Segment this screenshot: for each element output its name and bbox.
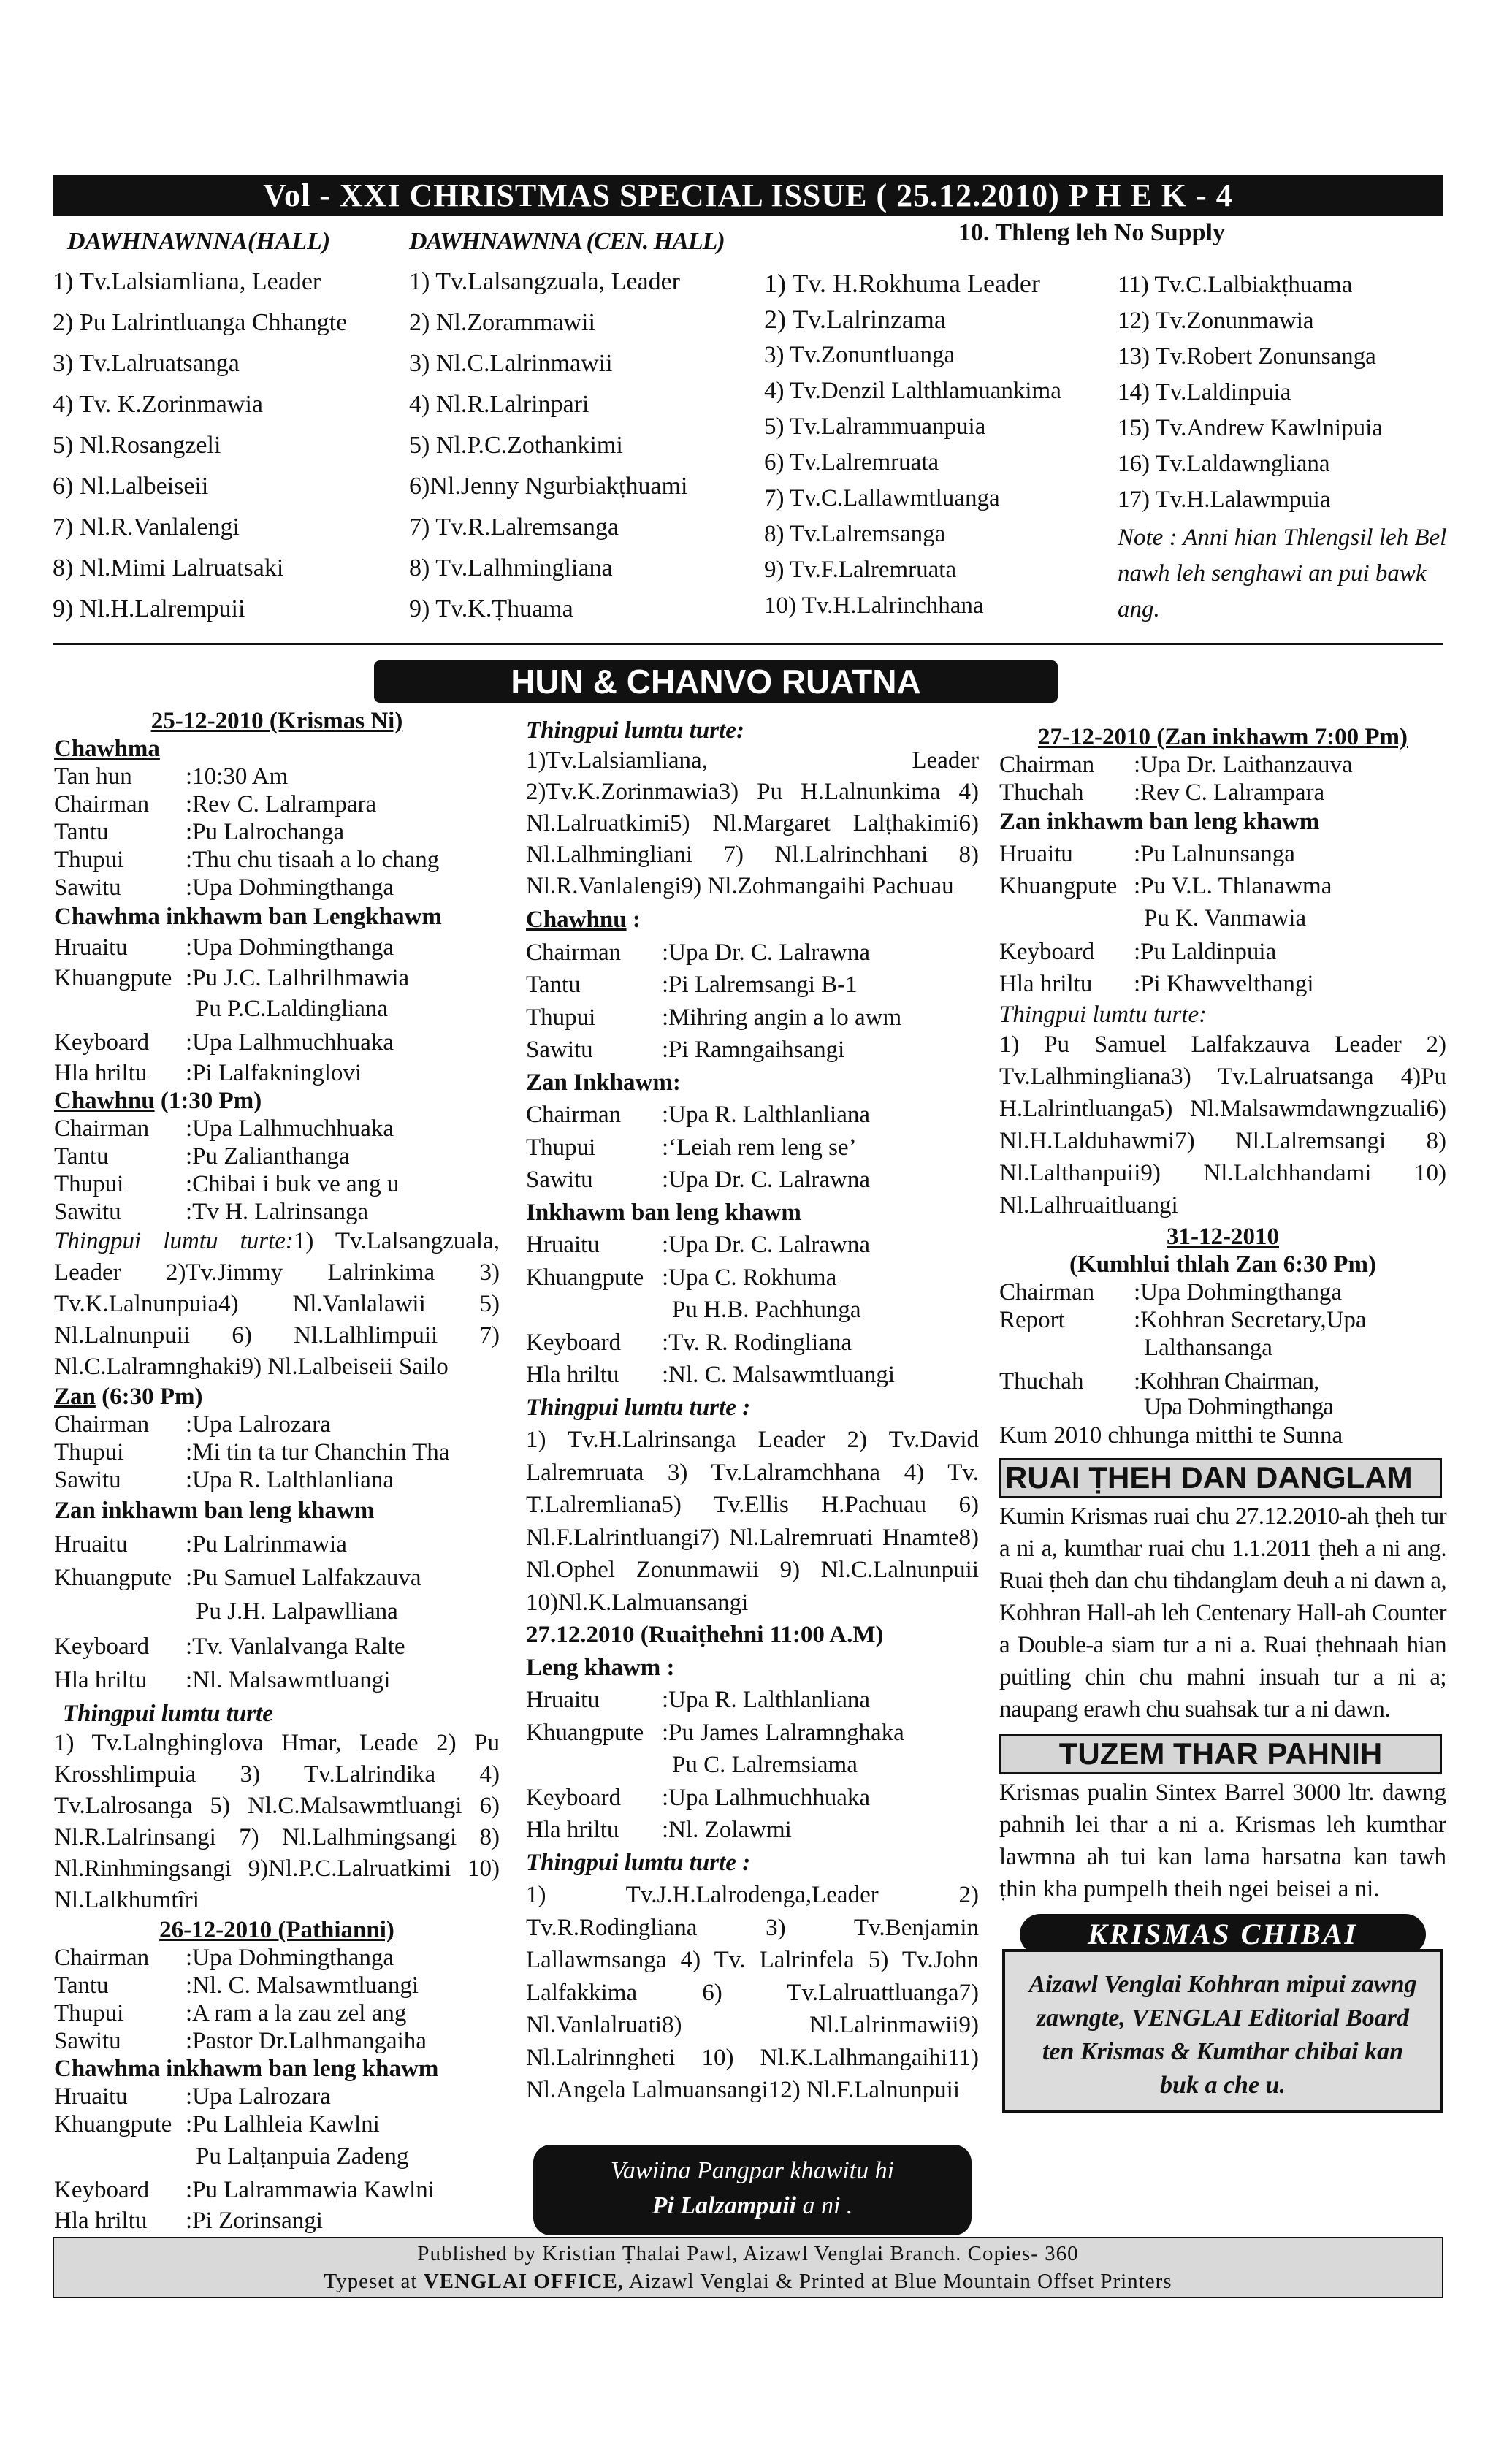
chibai-message: Aizawl Venglai Kohhran mipui zawng zawngte, VENGLAI Editorial Board ten Krismas & Kumthar chibai kan buk a che u.: [1002, 1949, 1443, 2113]
section-divider: [53, 643, 1443, 645]
schedule-row: Keyboard : Tv. R. Rodingliana: [526, 1327, 979, 1359]
schedule-row: Tantu : Pu Lalrochanga: [54, 818, 500, 846]
date-heading: 26-12-2010 (Pathianni): [159, 1917, 394, 1943]
schedule-row: Hla hriltu : Pi Lalfakninglovi: [54, 1059, 500, 1087]
tuzem-heading: TUZEM THAR PAHNIH: [999, 1734, 1442, 1774]
tuzem-text: Krismas pualin Sintex Barrel 3000 ltr. dawng pahnih lei thar a ni a. Krismas leh kumthar lawmna ah tui kan lama harsatna kan tawh ṭhin kha pumpelh theih ngei beisei a ni.: [999, 1780, 1446, 1902]
schedule-row: Hruaitu : Pu Lalnunsanga: [999, 840, 1446, 868]
schedule-row: Tantu : Nl. C. Malsawmtluangi: [54, 1972, 500, 1999]
session-heading: Chawhnu :: [526, 907, 641, 933]
list-item: 6) Tv.Lalremruata: [764, 449, 939, 476]
list-item: 6)Nl.Jenny Ngurbiakṭhuami: [409, 473, 688, 500]
schedule-row: Chairman : Upa Lalhmuchhuaka: [54, 1115, 500, 1143]
schedule-column-3: [999, 723, 1446, 2113]
schedule-row: Thupui : ‘Leiah rem leng se’: [526, 1132, 979, 1164]
date-heading: 31-12-2010: [1167, 1224, 1279, 1250]
volunteer-heading: Thingpui lumtu turte :: [526, 1394, 751, 1421]
schedule-row: Hla hriltu : Nl. Malsawmtluangi: [54, 1666, 500, 1694]
schedule-row: Chairman : Upa Dohmingthanga: [999, 1278, 1446, 1306]
list-item: 15) Tv.Andrew Kawlnipuia: [1118, 415, 1383, 441]
ruai-heading: RUAI ṬHEH DAN DANGLAM: [999, 1458, 1442, 1498]
schedule-row: Khuangpute : Pu Samuel Lalfakzauva: [54, 1564, 500, 1592]
schedule-row: Keyboard : Upa Lalhmuchhuaka: [526, 1782, 979, 1815]
schedule-row: Hruaitu : Upa Lalrozara: [54, 2083, 500, 2110]
session-heading: Zan inkhawm ban leng khawm: [54, 1498, 375, 1524]
list-item: 3) Tv.Zonuntluanga: [764, 342, 955, 368]
schedule-row-extra: Pu H.B. Pachhunga: [672, 1297, 861, 1323]
list-item: 6) Nl.Lalbeiseii: [53, 473, 209, 500]
schedule-row: Hruaitu : Upa R. Lalthlanliana: [526, 1684, 979, 1717]
date-heading: 27.12.2010 (Ruaiṭhehni 11:00 A.M): [526, 1622, 884, 1648]
schedule-row: Sawitu : Upa R. Lalthlanliana: [54, 1466, 500, 1494]
volunteer-heading: Thingpui lumtu turte:: [526, 717, 744, 744]
schedule-row: Report : Kohhran Secretary,Upa: [999, 1306, 1446, 1334]
schedule-row: Hla hriltu : Pi Zorinsangi: [54, 2207, 500, 2235]
section-banner: HUN & CHANVO RUATNA: [374, 660, 1058, 703]
schedule-row: Khuangpute : Pu James Lalramnghaka: [526, 1717, 979, 1750]
schedule-row: Khuangpute : Pu Lalhleia Kawlni: [54, 2110, 500, 2138]
schedule-row: Sawitu : Tv H. Lalrinsanga: [54, 1198, 500, 1226]
footer-line1: Published by Kristian Ṭhalai Pawl, Aizawl Venglai Branch. Copies- 360: [417, 2242, 1079, 2265]
schedule-row: Sawitu : Pi Ramngaihsangi: [526, 1034, 979, 1067]
list-item: 2) Tv.Lalrinzama: [764, 305, 946, 334]
schedule-row: Chairman : Upa Dr. Laithanzauva: [999, 751, 1446, 779]
schedule-row-extra: Pu J.H. Lalpawlliana: [196, 1598, 398, 1625]
schedule-row-extra: Pu K. Vanmawia: [1144, 905, 1307, 931]
session-heading: Leng khawm :: [526, 1654, 675, 1681]
volunteer-list: 1) Pu Samuel Lalfakzauva Leader 2) Tv.Lalhmingliana3) Tv.Lalruatsanga 4)Pu H.Lalrintluanga5) Nl.Malsawmdawngzuali6) Nl.H.Lalduhawmi7) Nl.Lalremsangi 8) Nl.Lalthanpuii9) Nl.Lalchhandami 10) Nl.Lalhruaitluangi: [999, 1031, 1446, 1218]
flower-notice-line2: Pi Lalzampuii a ni .: [652, 2192, 853, 2219]
supply-title: 10. Thleng leh No Supply: [958, 219, 1226, 246]
volunteer-list: 1) Tv.J.H.Lalrodenga,Leader 2) Tv.R.Rodingliana 3) Tv.Benjamin Lallawmsanga 4) Tv. Lalrinfela 5) Tv.John Lalfakkima 6) Tv.Lalruattluanga7) Nl.Vanlalruati8) Nl.Lalrinmawii9) Nl.Lalrinngheti 10) Nl.K.Lalhmangaihi11) Nl.Angela Lalmuansangi12) Nl.F.Lalnunpuii: [526, 1882, 979, 2103]
volunteer-list: 1) Tv.H.Lalrinsanga Leader 2) Tv.David Lalremruata 3) Tv.Lalramchhana 4) Tv. T.Lalremliana5) Tv.Ellis H.Pachuau 6) Nl.F.Lalrintluangi7) Nl.Lalremruati Hnamte8) Nl.Ophel Zonunmawii 9) Nl.C.Lalnunpuii 10)Nl.K.Lalmuansangi: [526, 1427, 979, 1616]
list-item: 4) Nl.R.Lalrinpari: [409, 391, 589, 418]
list-item: 17) Tv.H.Lalawmpuia: [1118, 487, 1331, 513]
schedule-row-extra: Upa Dohmingthanga: [1144, 1394, 1333, 1420]
list-item: 1) Tv.Lalsangzuala, Leader: [409, 268, 680, 295]
schedule-row: Hla hriltu : Nl. Zolawmi: [526, 1814, 979, 1847]
list-item: 10) Tv.H.Lalrinchhana: [764, 592, 984, 619]
volunteer-heading: Thingpui lumtu turte: [63, 1701, 273, 1727]
schedule-row: Thuchah : Kohhran Chairman,: [999, 1368, 1446, 1395]
schedule-row-extra: Pu P.C.Laldingliana: [196, 996, 389, 1022]
session-heading: (Kumhlui thlah Zan 6:30 Pm): [1069, 1251, 1376, 1278]
ruai-text: Kumin Krismas ruai chu 27.12.2010-ah ṭheh tur a ni a, kumthar ruai chu 1.1.2011 ṭheh a ni ang. Ruai ṭheh dan chu tihdanglam deuh a ni dawn a, Kohhran Hall-ah leh Centenary Hall-ah Counter a Double-a siam tur a ni a. Ruai ṭhehnaah hian puitling chin chu mahni insuah tur a ni a; naupang erawh chu suahsak tur a ni dawn.: [999, 1503, 1446, 1723]
schedule-row: Thupui : Mi tin ta tur Chanchin Tha: [54, 1438, 500, 1466]
list-item: 12) Tv.Zonunmawia: [1118, 308, 1314, 334]
schedule-row: Thupui : Thu chu tisaah a lo chang: [54, 846, 500, 874]
schedule-row: Keyboard : Pu Lalrammawia Kawlni: [54, 2176, 500, 2204]
list-item: 4) Tv. K.Zorinmawia: [53, 391, 263, 418]
schedule-row: Khuangpute : Upa C. Rokhuma: [526, 1262, 979, 1294]
volunteer-list: 1) Tv.Lalnghinglova Hmar, Leade 2) Pu Krosshlimpuia 3) Tv.Lalrindika 4) Tv.Lalrosanga 5) Nl.C.Malsawmtluangi 6) Nl.R.Lalrinsangi 7) Nl.Lalhmingsangi 8) Nl.Rinhmingsangi 9)Nl.P.C.Lalruatkimi 10) Nl.Lalkhumtîri: [54, 1730, 500, 1913]
schedule-row: Khuangpute : Pu J.C. Lalhrilhmawia: [54, 964, 500, 992]
schedule-row: Chairman : Upa Lalrozara: [54, 1411, 500, 1438]
session-heading: Zan inkhawm ban leng khawm: [999, 809, 1320, 835]
schedule-row: Keyboard : Tv. Vanlalvanga Ralte: [54, 1633, 500, 1660]
list-item: 3) Nl.C.Lalrinmawii: [409, 350, 613, 377]
list-item: 14) Tv.Laldinpuia: [1118, 379, 1291, 405]
session-heading: Chawhma: [54, 736, 160, 762]
list-item: 7) Nl.R.Vanlalengi: [53, 514, 240, 541]
session-heading: Inkhawm ban leng khawm: [526, 1199, 801, 1226]
footer-line2: Typeset at VENGLAI OFFICE, Aizawl Venglai & Printed at Blue Mountain Offset Printers: [324, 2270, 1172, 2293]
schedule-row: Khuangpute : Pu V.L. Thlanawma: [999, 872, 1446, 900]
volunteer-heading: Thingpui lumtu turte:: [999, 1002, 1207, 1028]
schedule-column-2: [526, 716, 979, 2107]
publisher-footer: [53, 2237, 1443, 2298]
list-item: 9) Nl.H.Lalrempuii: [53, 595, 245, 622]
list-item: 1) Tv.Lalsiamliana, Leader: [53, 268, 321, 295]
schedule-row: Sawitu : Pastor Dr.Lalhmangaiha: [54, 2027, 500, 2055]
list-item: 8) Tv.Lalhmingliana: [409, 554, 613, 581]
session-heading: Chawhnu (1:30 Pm): [54, 1088, 262, 1114]
hall-list: [53, 262, 347, 630]
schedule-row: Sawitu : Upa Dohmingthanga: [54, 874, 500, 901]
schedule-row: Tan hun : 10:30 Am: [54, 763, 500, 790]
list-item: 16) Tv.Laldawngliana: [1118, 451, 1330, 477]
hall-title: DAWHNAWNNA(HALL): [67, 228, 331, 255]
volunteer-heading: Thingpui lumtu turte :: [526, 1849, 751, 1876]
schedule-column-1: [54, 707, 500, 2235]
schedule-row: Chairman : Rev C. Lalrampara: [54, 790, 500, 818]
supply-list-a: [764, 266, 1061, 624]
supply-note: Note : Anni hian Thlengsil leh Bel nawh leh senghawi an pui bawk ang.: [1118, 525, 1447, 622]
volunteer-list: 1)Tv.Lalsiamliana, Leader 2)Tv.K.Zorinmawia3) Pu H.Lalnunkima 4) Nl.Lalruatkimi5) Nl.Margaret Lalṭhakimi6) Nl.Lalhmingliani 7) Nl.Lalrinchhani 8) Nl.R.Vanlalengi9) Nl.Zohmangaihi Pachuau: [526, 747, 979, 899]
list-item: 1) Tv. H.Rokhuma Leader: [764, 269, 1040, 298]
session-heading: Zan (6:30 Pm): [54, 1384, 203, 1410]
list-item: 4) Tv.Denzil Lalthlamuankima: [764, 378, 1061, 404]
schedule-row: Thupui : Chibai i buk ve ang u: [54, 1170, 500, 1198]
date-heading: 27-12-2010 (Zan inkhawm 7:00 Pm): [1037, 724, 1408, 750]
schedule-row: Chairman : Upa R. Lalthlanliana: [526, 1099, 979, 1132]
schedule-row: Tantu : Pi Lalremsangi B-1: [526, 969, 979, 1002]
cenhall-list: [409, 262, 688, 630]
schedule-row: Keyboard : Upa Lalhmuchhuaka: [54, 1029, 500, 1056]
session-heading: Zan Inkhawm:: [526, 1069, 681, 1096]
schedule-row: Sawitu : Upa Dr. C. Lalrawna: [526, 1164, 979, 1197]
list-item: 2) Nl.Zorammawii: [409, 309, 595, 336]
list-item: 13) Tv.Robert Zonunsanga: [1118, 343, 1376, 370]
schedule-row: Hla hriltu : Pi Khawvelthangi: [999, 970, 1446, 998]
list-item: 5) Nl.Rosangzeli: [53, 432, 221, 459]
flower-notice: [533, 2145, 972, 2235]
session-heading: Chawhma inkhawm ban Lengkhawm: [54, 904, 442, 930]
issue-header: Vol - XXI CHRISTMAS SPECIAL ISSUE ( 25.12.2010) P H E K - 4: [53, 175, 1443, 216]
schedule-row-extra: Lalthansanga: [1144, 1335, 1272, 1361]
supply-list-b: [1118, 267, 1383, 518]
list-item: 5) Tv.Lalrammuanpuia: [764, 413, 986, 440]
list-item: 8) Nl.Mimi Lalruatsaki: [53, 554, 284, 581]
schedule-row: Thupui : A ram a la zau zel ang: [54, 1999, 500, 2027]
schedule-row: Keyboard : Pu Laldinpuia: [999, 938, 1446, 966]
schedule-row: Hruaitu : Upa Dr. C. Lalrawna: [526, 1229, 979, 1262]
schedule-row: Thupui : Mihring angin a lo awm: [526, 1002, 979, 1034]
schedule-row: Tantu : Pu Zalianthanga: [54, 1143, 500, 1170]
schedule-row: Chairman : Upa Dohmingthanga: [54, 1944, 500, 1972]
list-item: 5) Nl.P.C.Zothankimi: [409, 432, 623, 459]
schedule-row: Hruaitu : Upa Dohmingthanga: [54, 934, 500, 961]
list-item: 7) Tv.C.Lallawmtluanga: [764, 485, 1000, 511]
list-item: 11) Tv.C.Lalbiakṭhuama: [1118, 272, 1353, 298]
schedule-row: Hla hriltu : Nl. C. Malsawmtluangi: [526, 1359, 979, 1392]
list-item: 9) Tv.F.Lalremruata: [764, 557, 957, 583]
schedule-row-extra: Pu C. Lalremsiama: [672, 1752, 858, 1778]
schedule-row: Hruaitu : Pu Lalrinmawia: [54, 1530, 500, 1558]
session-heading: Chawhma inkhawm ban leng khawm: [54, 2056, 439, 2082]
list-item: 8) Tv.Lalremsanga: [764, 521, 946, 547]
schedule-row-extra: Pu Lalṭanpuia Zadeng: [196, 2143, 409, 2170]
schedule-row: Thuchah : Rev C. Lalrampara: [999, 779, 1446, 806]
list-item: 7) Tv.R.Lalremsanga: [409, 514, 619, 541]
flower-notice-line1: Vawiina Pangpar khawitu hi: [610, 2157, 895, 2184]
memorial-note: Kum 2010 chhunga mitthi te Sunna: [999, 1422, 1343, 1449]
cenhall-title: DAWHNAWNNA (CEN. HALL): [409, 228, 725, 255]
schedule-row: Chairman : Upa Dr. C. Lalrawna: [526, 937, 979, 969]
date-heading: 25-12-2010 (Krismas Ni): [150, 708, 403, 734]
list-item: 9) Tv.K.Ṭhuama: [409, 595, 573, 622]
chibai-heading: KRISMAS CHIBAI: [1020, 1914, 1426, 1955]
volunteer-list: Thingpui lumtu turte:1) Tv.Lalsangzuala, Leader 2)Tv.Jimmy Lalrinkima 3) Tv.K.Lalnunpuia4) Nl.Vanlalawii 5) Nl.Lalnunpuii 6) Nl.Lalhlimpuii 7) Nl.C.Lalramnghaki9) Nl.Lalbeiseii Sailo: [54, 1228, 500, 1380]
list-item: 2) Pu Lalrintluanga Chhangte: [53, 309, 348, 336]
list-item: 3) Tv.Lalruatsanga: [53, 350, 240, 377]
